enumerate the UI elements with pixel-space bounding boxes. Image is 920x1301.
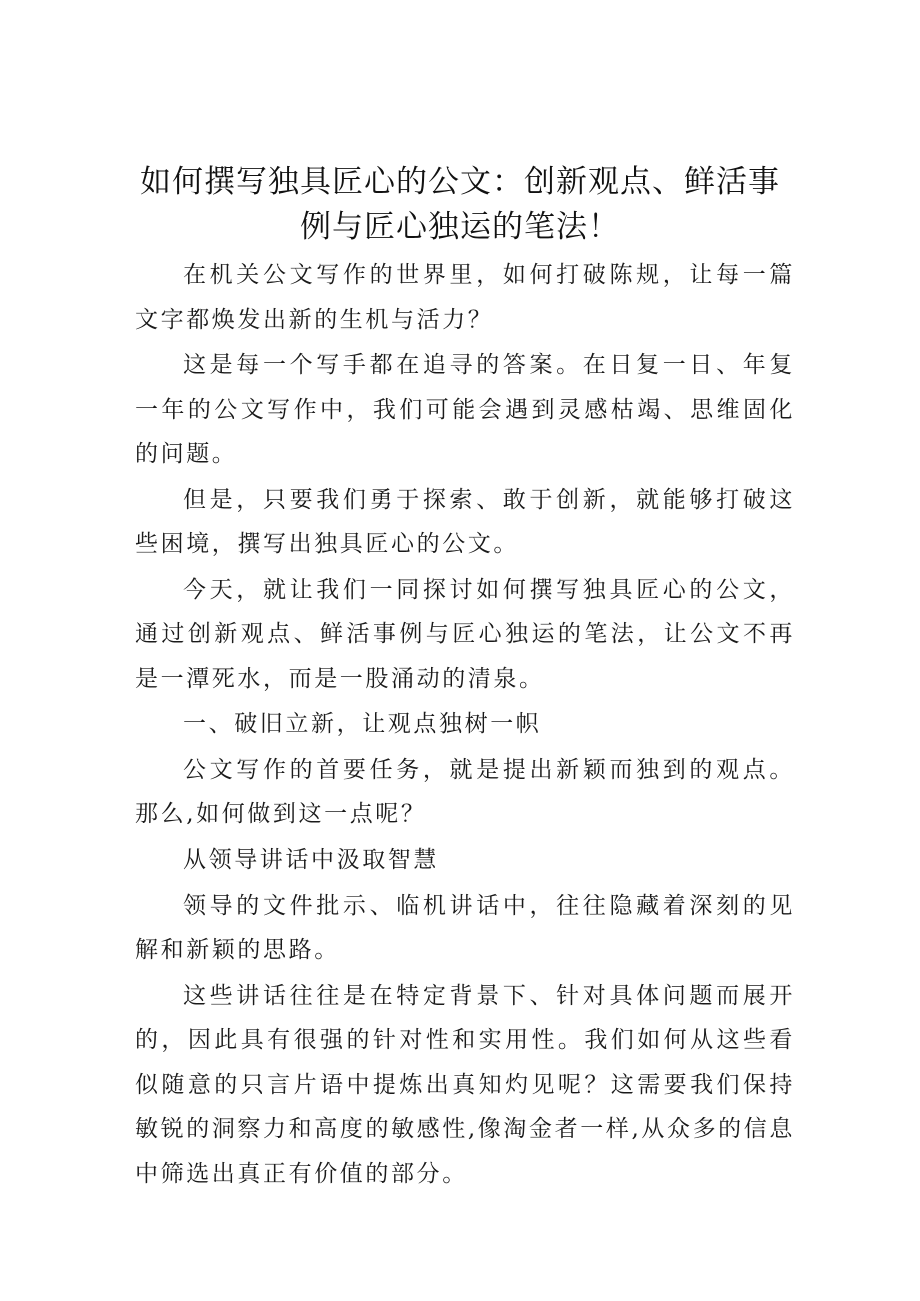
document-title (0, 160, 920, 250)
paragraph-leader-insight: 领导的文件批示、临机讲话中，往往隐藏着深刻的见解和新颖的思路。 (135, 892, 795, 964)
paragraph-intro: 在机关公文写作的世界里，如何打破陈规，让每一篇文字都焕发出新的生机与活力？ (135, 262, 795, 333)
paragraph-breakthrough: 但是，只要我们勇于探索、敢于创新，就能够打破这些困境，撰写出独具匠心的公文。 (135, 486, 795, 558)
paragraph-answer: 这是每一个写手都在追寻的答案。在日复一日、年复一年的公文写作中，我们可能会遇到灵感枯竭、思维固化的问题。 (135, 352, 795, 468)
title-line-2: 例与匠心独运的笔法！ (300, 209, 620, 245)
subheading-leader-speech: 从领导讲话中汲取智慧 (183, 847, 439, 874)
document-body (135, 253, 795, 1197)
section-heading-1: 一、破旧立新，让观点独树一帜 (183, 711, 542, 738)
paragraph-first-task: 公文写作的首要任务，就是提出新颖而独到的观点。那么,如何做到这一点呢？ (135, 756, 795, 828)
title-line-1: 如何撰写独具匠心的公文：创新观点、鲜活事 (140, 164, 780, 200)
paragraph-speech-analysis: 这些讲话往往是在特定背景下、针对具体问题而展开的，因此具有很强的针对性和实用性。我们如何从这些看似随意的只言片语中提炼出真知灼见呢？这需要我们保持敏锐的洞察力和高度的敏感性,像淘金者一样,从众多的信息中筛选出真正有价值的部分。 (135, 982, 795, 1187)
paragraph-today: 今天，就让我们一同探讨如何撰写独具匠心的公文，通过创新观点、鲜活事例与匠心独运的笔法，让公文不再是一潭死水，而是一股涌动的清泉。 (135, 576, 795, 692)
